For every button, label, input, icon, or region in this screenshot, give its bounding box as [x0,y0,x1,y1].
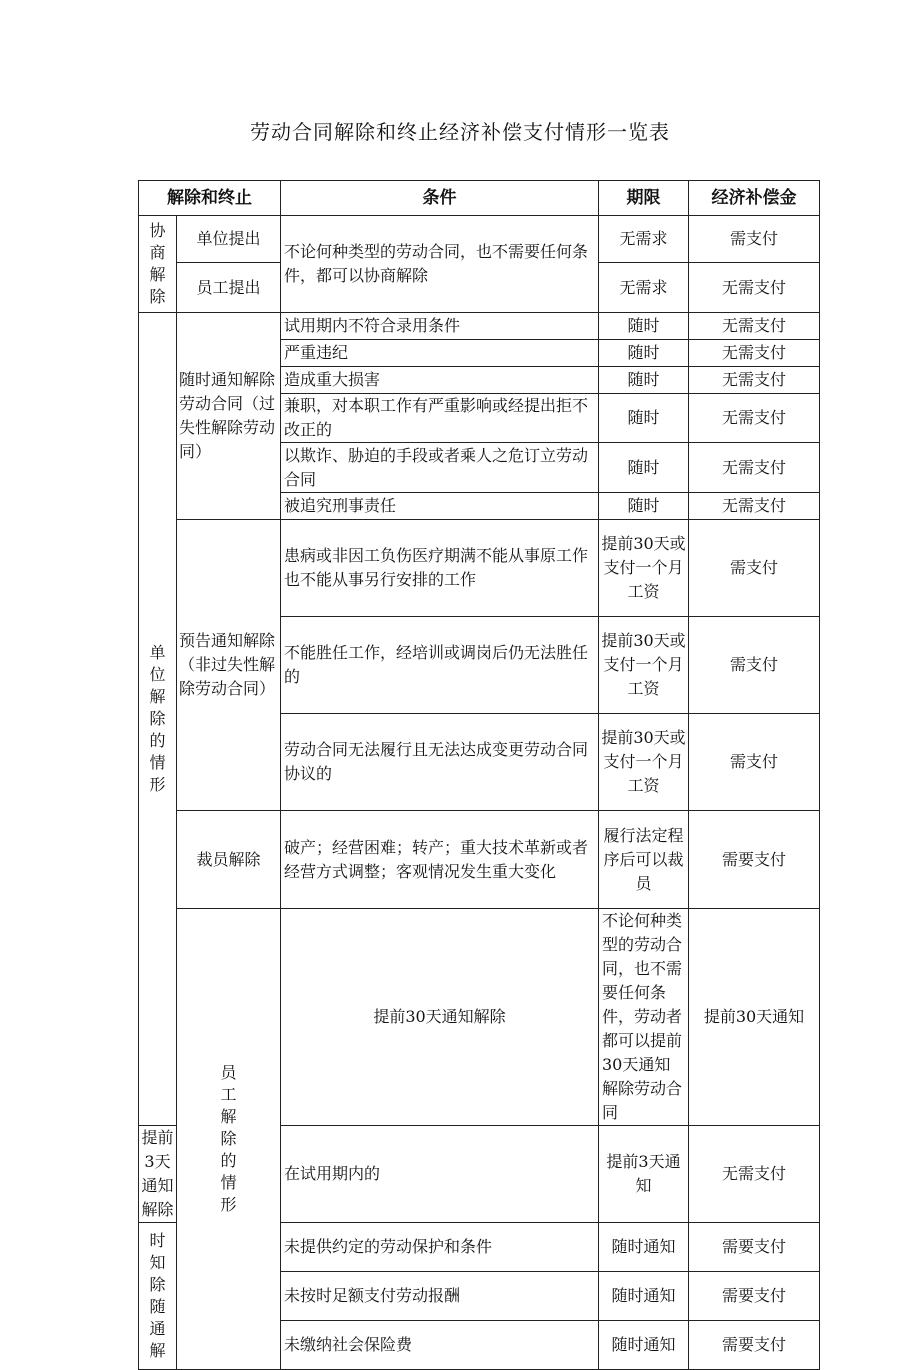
header-condition: 条件 [281,181,599,216]
condition-cell: 造成重大损害 [281,367,599,394]
table-row [139,520,820,617]
condition-cell: 在试用期内的 [281,1126,599,1223]
table-row [139,811,820,909]
employer-label: 单位解除的情形 [139,313,177,1126]
period-cell: 随时通知 [599,1272,689,1321]
header-period: 期限 [599,181,689,216]
condition-cell: 未按时足额支付劳动报酬 [281,1272,599,1321]
employer-notice-label: 预告通知解除（非过失性解除劳动合同） [177,520,281,811]
condition-cell: 不能胜任工作，经培训或调岗后仍无法胜任的 [281,617,599,714]
period-cell: 随时 [599,394,689,443]
employee-notice3-label: 提前3天通知解除 [139,1126,177,1223]
period-cell: 随时通知 [599,1223,689,1272]
table-row [139,313,820,340]
period-cell: 随时通知 [599,1321,689,1370]
condition-cell: 兼职，对本职工作有严重影响或经提出拒不改正的 [281,394,599,443]
condition-cell: 不论何种类型的劳动合同，也不需要任何条件，劳动者都可以提前30天通知解除劳动合同 [599,909,689,1126]
compensation-cell: 需要支付 [689,1223,820,1272]
period-cell: 提前30天或支付一个月工资 [599,714,689,811]
period-cell: 随时 [599,443,689,493]
period-cell: 无需求 [599,263,689,313]
compensation-cell: 无需支付 [689,313,820,340]
compensation-cell: 需支付 [689,714,820,811]
employee-label: 员工解除的情形 [177,909,281,1370]
period-cell: 提前30天或支付一个月工资 [599,520,689,617]
compensation-cell: 需支付 [689,520,820,617]
table-row [139,216,820,263]
mutual-sub-label: 单位提出 [177,216,281,263]
period-cell: 随时 [599,493,689,520]
period-cell: 随时 [599,313,689,340]
header-compensation: 经济补偿金 [689,181,820,216]
employer-layoff-label: 裁员解除 [177,811,281,909]
employee-immediate-label: 时知除随通解 [139,1223,177,1370]
compensation-cell: 无需支付 [689,443,820,493]
header-row [139,181,820,216]
compensation-cell: 需要支付 [689,1272,820,1321]
period-cell: 提前30天或支付一个月工资 [599,617,689,714]
employee-notice30-label: 提前30天通知解除 [281,909,599,1126]
condition-cell: 劳动合同无法履行且无法达成变更劳动合同协议的 [281,714,599,811]
compensation-cell: 需支付 [689,216,820,263]
period-cell: 提前30天通知 [689,909,820,1126]
period-cell: 随时 [599,367,689,394]
employer-immediate-label: 随时通知解除劳动合同（过失性解除劳动同） [177,313,281,520]
compensation-cell: 需要支付 [689,1321,820,1370]
document-title: 劳动合同解除和终止经济补偿支付情形一览表 [250,120,670,144]
table-row [139,909,820,1126]
header-category: 解除和终止 [139,181,281,216]
condition-cell: 破产；经营困难；转产；重大技术革新或者经营方式调整；客观情况发生重大变化 [281,811,599,909]
period-cell: 无需求 [599,216,689,263]
compensation-cell: 需支付 [689,617,820,714]
compensation-cell: 需要支付 [689,811,820,909]
condition-cell: 患病或非因工负伤医疗期满不能从事原工作也不能从事另行安排的工作 [281,520,599,617]
compensation-cell: 无需支付 [689,367,820,394]
mutual-sub-label: 员工提出 [177,263,281,313]
mutual-condition: 不论何种类型的劳动合同，也不需要任何条件，都可以协商解除 [281,216,599,313]
compensation-cell: 无需支付 [689,1126,820,1223]
period-cell: 履行法定程序后可以裁员 [599,811,689,909]
compensation-cell: 无需支付 [689,394,820,443]
condition-cell: 以欺诈、胁迫的手段或者乘人之危订立劳动合同 [281,443,599,493]
compensation-cell: 无需支付 [689,263,820,313]
compensation-cell: 无需支付 [689,340,820,367]
condition-cell: 未缴纳社会保险费 [281,1321,599,1370]
period-cell: 随时 [599,340,689,367]
compensation-table [138,180,820,1370]
condition-cell: 试用期内不符合录用条件 [281,313,599,340]
condition-cell: 被追究刑事责任 [281,493,599,520]
compensation-cell: 无需支付 [689,493,820,520]
condition-cell: 严重违纪 [281,340,599,367]
condition-cell: 未提供约定的劳动保护和条件 [281,1223,599,1272]
mutual-label: 协商解除 [139,216,177,313]
period-cell: 提前3天通知 [599,1126,689,1223]
